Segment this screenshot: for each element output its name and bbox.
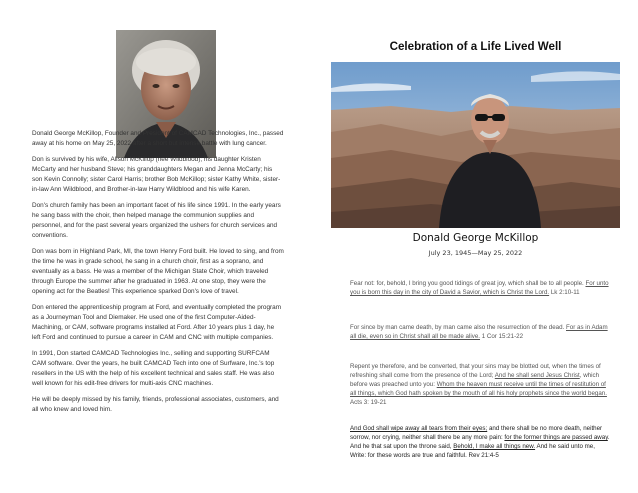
verse-text: . And he that sat upon the throne said,	[350, 434, 610, 450]
page-title: Celebration of a Life Lived Well	[389, 40, 562, 53]
verse-text: , which before was preached unto you:	[350, 372, 600, 388]
scripture-verse-acts	[350, 362, 610, 407]
obituary-paragraph: Donald George McKillop, Founder and President of CAMCAD Technologies, Inc., passed away at his home on May 25, 2022 after a short but intense battle with lung cancer.	[32, 130, 284, 148]
deceased-name: Donald George McKillop	[412, 232, 539, 244]
obituary-paragraph: He will be deeply missed by his family, friends, professional associates, customers, and all who knew and loved him.	[32, 395, 279, 413]
verse-underlined-text: Whom the heaven must receive until the times of restitution of all things, which God hath spoken by the mouth of all his holy prophets since the world began.	[350, 381, 607, 397]
verse-text: and there shall be no more death, neither sorrow, nor crying, neither shall there be any more pain:	[350, 425, 603, 441]
verse-reference: Lk 2:10-11	[549, 289, 580, 296]
obituary-text	[32, 129, 284, 420]
scripture-verse-corinthians	[350, 323, 610, 341]
life-dates: July 23, 1945—May 25, 2022	[428, 249, 523, 257]
scripture-verse-luke	[350, 279, 610, 297]
obituary-paragraph: In 1991, Don started CAMCAD Technologies Inc., selling and supporting SURFCAM CAM software. Over the years, he built CAMCAD Tech into one of Surfware, Inc.'s top resellers in the US with the help of his excellent technical and sales staff. He was also well known for his edit-free drivers for multi-axis CNC machines.	[32, 349, 275, 388]
verse-reference: Acts 3: 19-21	[350, 399, 387, 406]
verse-underlined-text: And he shall send Jesus Christ	[494, 372, 580, 379]
verse-underlined-text: For unto you is born this day in the city of David a Savior, which is Christ the Lord.	[350, 280, 609, 296]
obituary-paragraph: Don is survived by his wife, Alison McKillop (nee Wildblood); his daughter Kristen McCarty and her husband Steve; his granddaughters Megan and Jenna McCarty; his son Kevin Connolly; sister Carol Harris; brother Bob McKillop; sister Kathy White, sister-in-law Ann Wildblood, and Brother-in-law Harry Wildblood and his wife Karen.	[32, 155, 281, 194]
verse-underlined-text: And God shall wipe away all tears from their eyes;	[350, 425, 488, 432]
verse-underlined-text: For as in Adam all die, even so in Christ shall all be made alive.	[350, 324, 608, 340]
verse-text: Fear not: for, behold, I bring you good tidings of great joy, which shall be to all people.	[350, 280, 586, 287]
verse-underlined-text: Behold, I make all things new.	[453, 443, 536, 450]
obituary-paragraph: Don entered the apprenticeship program at Ford, and eventually completed the program as a Journeyman Tool and Diemaker. He used one of the first Computer-Aided-Machining, or CAM, software programs installed at Ford. After 10 years plus 1 day, he left Ford and continued to pursue a career in CAM and CNC with multiple companies.	[32, 303, 282, 342]
scripture-verse-revelation	[350, 424, 610, 460]
obituary-paragraph: Don was born in Highland Park, MI, the town Henry Ford built. He loved to sing, and from the time he was in grade school, he sang in a church choir, first as a soprano, and eventually as a bass. He was a member of the Michigan State Choir, which traveled through Europe the summer after he graduated in 1963. At one stop, they were the opening act for the Beatles! This experience sparked Don's love of travel.	[32, 247, 284, 296]
verse-text: And he said unto me, Write: for these words are true and faithful.	[350, 443, 595, 459]
verse-underlined-text: for the former things are passed away	[504, 434, 608, 441]
verse-reference: 1 Cor 15:21-22	[480, 333, 524, 340]
obituary-paragraph: Don's church family has been an important facet of his life since 1991. In the early years he sang bass with the choir, then helped manage the communion supplies and personnel, and for the past several years organized the ushers for church services and conventions.	[32, 201, 281, 240]
verse-text: For since by man came death, by man came also the resurrection of the dead.	[350, 324, 566, 331]
canyon-photo	[331, 62, 620, 228]
verse-text: Repent ye therefore, and be converted, that your sins may be blotted out, when the times of refreshing shall come from the presence of the Lord;	[350, 363, 601, 379]
verse-reference: Rev 21:4-5	[466, 452, 499, 459]
